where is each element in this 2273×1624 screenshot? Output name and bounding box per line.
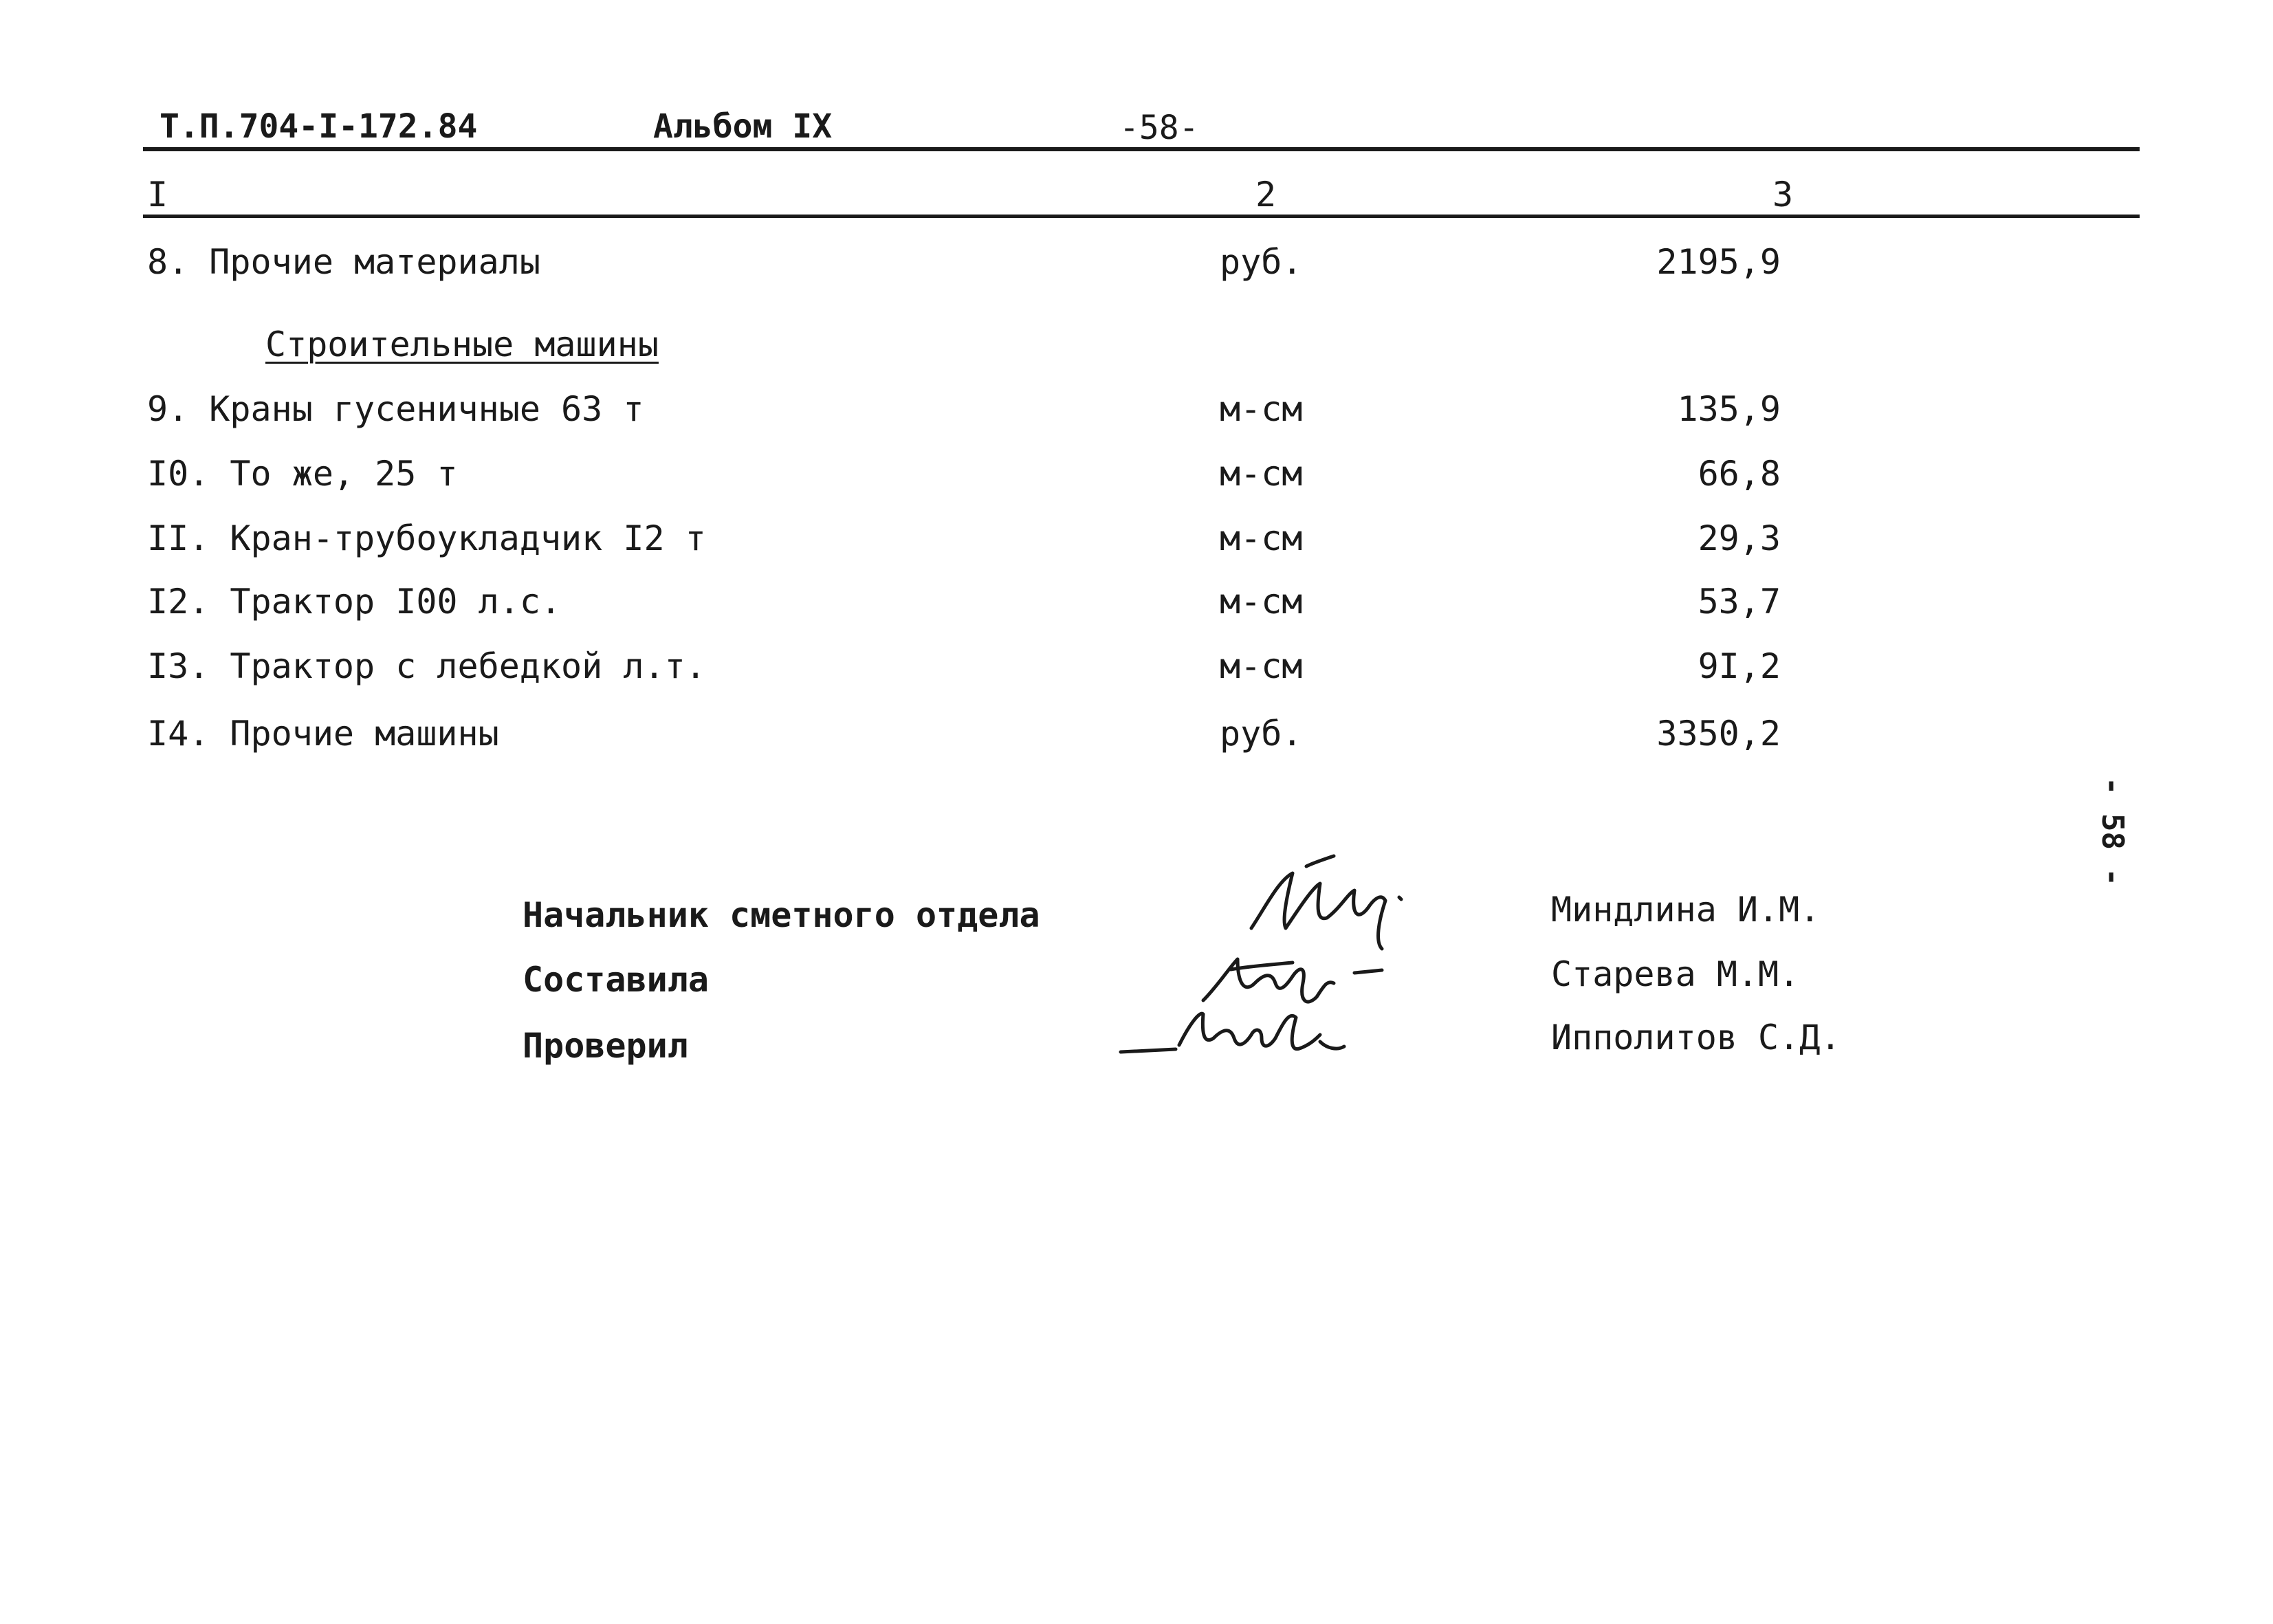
column-header-rule (143, 215, 2140, 218)
signature-name: Миндлина И.М. (1551, 890, 1821, 930)
row-label: 9. Краны гусеничные 63 т (147, 389, 644, 429)
column-header-3: 3 (1772, 175, 1794, 215)
page-number: -58- (1119, 109, 1199, 147)
row-label: I3. Трактор с лебедкой л.т. (147, 646, 706, 686)
row-value: 2195,9 (1656, 242, 1781, 282)
row-unit: м-см (1220, 389, 1303, 429)
signature-name: Старева М.М. (1551, 954, 1800, 994)
row-value: 9I,2 (1698, 646, 1781, 686)
row-unit: м-см (1220, 454, 1303, 494)
column-header-2: 2 (1255, 175, 1277, 215)
row-value: 53,7 (1698, 582, 1781, 622)
row-value: 3350,2 (1656, 714, 1781, 754)
side-page-mark: - 58 - (2095, 777, 2130, 886)
row-unit: м-см (1220, 646, 1303, 686)
album-label: Альбом IX (653, 107, 833, 146)
signature-name: Ипполитов С.Д. (1551, 1018, 1841, 1057)
row-unit: руб. (1220, 242, 1303, 282)
signature-role: Начальник сметного отдела (523, 895, 1040, 935)
section-heading: Строительные машины (265, 325, 659, 364)
signature-role: Проверил (523, 1026, 688, 1066)
row-unit: м-см (1220, 582, 1303, 622)
handwritten-signature-1 (1238, 853, 1416, 956)
row-label: I2. Трактор I00 л.с. (147, 582, 562, 622)
header-rule (143, 147, 2140, 151)
row-label: I4. Прочие машины (147, 714, 499, 754)
signature-role: Составила (523, 960, 709, 1000)
column-header-1: I (147, 175, 168, 215)
row-unit: руб. (1220, 714, 1303, 754)
row-label: II. Кран-трубоукладчик I2 т (147, 518, 706, 558)
handwritten-signature-3 (1114, 997, 1361, 1073)
row-value: 66,8 (1698, 454, 1781, 494)
doc-code: Т.П.704-I-172.84 (160, 107, 478, 146)
row-label: 8. Прочие материалы (147, 242, 540, 282)
row-label: I0. То же, 25 т (147, 454, 458, 494)
row-unit: м-см (1220, 518, 1303, 558)
row-value: 135,9 (1677, 389, 1781, 429)
row-value: 29,3 (1698, 518, 1781, 558)
